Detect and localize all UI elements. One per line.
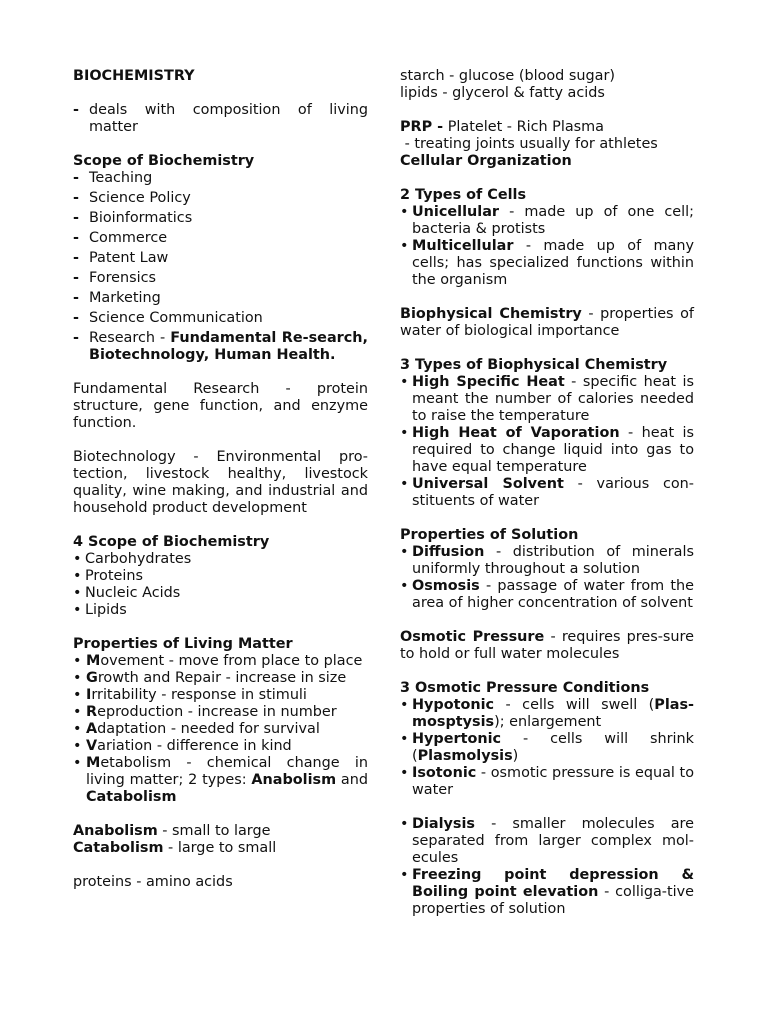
starch-line: starch - glucose (blood sugar) xyxy=(400,68,615,84)
solution-heading: Properties of Solution xyxy=(400,527,579,543)
biophysical-type-term: High Specific Heat xyxy=(412,374,565,390)
osmotic-pressure-desc: - requires pres-sure to hold or full water molecules xyxy=(400,629,694,662)
cell-type-item xyxy=(400,204,694,238)
osmotic-pressure-term: Osmotic Pressure xyxy=(400,629,545,645)
page-title: BIOCHEMISTRY xyxy=(73,68,195,84)
scope-item: - Marketing xyxy=(73,290,368,307)
dialysis-desc: - smaller molecules are separated from larger complex mol-ecules xyxy=(412,816,694,866)
cell-type-item xyxy=(400,238,694,289)
mnemonic-letter: R xyxy=(86,704,98,720)
solution-item xyxy=(400,578,694,612)
four-scope-item: • Nucleic Acids xyxy=(73,585,368,602)
research-prefix: Research - xyxy=(89,330,171,346)
anabolism-line xyxy=(73,823,368,840)
living-matter-text: ariation - difference in kind xyxy=(97,738,292,754)
fundamental-research-paragraph: Fundamental Research - protein structure, gene function, and enzyme function. xyxy=(73,381,368,431)
biophysical-type-term: High Heat of Vaporation xyxy=(412,425,620,441)
hypertonic-desc: - cells will shrink ( xyxy=(412,731,694,764)
biophysical-types-heading: 3 Types of Biophysical Chemistry xyxy=(400,357,668,373)
scope-item: - Science Communication xyxy=(73,310,368,327)
osmotic-pressure-paragraph xyxy=(400,629,694,663)
mnemonic-letter: M xyxy=(86,755,101,771)
prp-desc: Platelet - Rich Plasma xyxy=(443,119,605,135)
living-matter-text: rritability - response in stimuli xyxy=(91,687,307,703)
anabolism-desc: - small to large xyxy=(157,823,271,839)
hypotonic-term: Hypotonic xyxy=(412,697,495,713)
solution-desc: - passage of water from the area of higher concentration of solvent xyxy=(412,578,694,611)
biophysical-term: Biophysical Chemistry xyxy=(400,306,582,322)
plasmolysis-term: Plasmolysis xyxy=(417,748,513,764)
solution-item xyxy=(400,544,694,578)
anabolism-label: Anabolism xyxy=(73,823,158,839)
biophysical-desc: - properties of water of biological importance xyxy=(400,306,694,339)
catabolism-term: Catabolism xyxy=(86,789,177,805)
biophysical-type-item xyxy=(400,425,694,476)
left-column xyxy=(73,68,368,891)
four-scope-item: • Lipids xyxy=(73,602,368,619)
metabolism-text: etabolism - chemical change in living matter; 2 types: xyxy=(86,755,368,788)
mnemonic-letter: G xyxy=(86,670,98,686)
four-scope-item: • Proteins xyxy=(73,568,368,585)
osmotic-condition-item xyxy=(400,731,694,765)
prp-sub-line: - treating joints usually for athletes xyxy=(400,136,658,152)
cell-type-term: Multicellular xyxy=(412,238,514,254)
living-matter-item xyxy=(73,670,368,687)
cellular-organization-heading: Cellular Organization xyxy=(400,153,572,169)
hypertonic-term: Hypertonic xyxy=(412,731,502,747)
isotonic-desc: - osmotic pressure is equal to water xyxy=(412,765,694,798)
living-matter-text: daptation - needed for survival xyxy=(97,721,320,737)
living-matter-text: eproduction - increase in number xyxy=(97,704,337,720)
biophysical-type-term: Universal Solvent xyxy=(412,476,564,492)
lipids-line: lipids - glycerol & fatty acids xyxy=(400,85,605,101)
mnemonic-letter: I xyxy=(86,687,92,703)
solution-desc: - distribution of minerals uniformly throughout a solution xyxy=(412,544,694,577)
hypertonic-desc-end: ) xyxy=(512,748,519,764)
biophysical-type-desc: - various con-stituents of water xyxy=(412,476,694,509)
proteins-line: proteins - amino acids xyxy=(73,874,233,890)
living-matter-item xyxy=(73,687,368,704)
and-text: and xyxy=(336,772,368,788)
scope-item: - Commerce xyxy=(73,230,368,247)
cell-type-desc: - made up of one cell; bacteria & protists xyxy=(412,204,694,237)
anabolism-term: Anabolism xyxy=(251,772,337,788)
freezing-point-term: Freezing point depression & Boiling point elevation xyxy=(412,867,694,900)
catabolism-label: Catabolism xyxy=(73,840,164,856)
plasmoptysis-term: Plas-mosptysis xyxy=(412,697,694,730)
solution-term: Diffusion xyxy=(412,544,485,560)
catabolism-line xyxy=(73,840,368,857)
biophysical-type-desc: - specific heat is meant the number of calories needed to raise the temperature xyxy=(412,374,694,424)
intro-line: - deals with composition of living matter xyxy=(73,102,368,136)
scope-item: - Forensics xyxy=(73,270,368,287)
scope-item: - Bioinformatics xyxy=(73,210,368,227)
biotechnology-paragraph: Biotechnology - Environmental pro-tection, livestock healthy, livestock quality, wine making, and industrial and household product development xyxy=(73,449,368,516)
living-matter-text: ovement - move from place to place xyxy=(100,653,363,669)
mnemonic-letter: M xyxy=(86,653,101,669)
right-column xyxy=(400,68,694,918)
dialysis-item xyxy=(400,816,694,867)
osmotic-condition-item xyxy=(400,765,694,799)
catabolism-desc: - large to small xyxy=(163,840,277,856)
living-matter-item xyxy=(73,721,368,738)
dialysis-term: Dialysis xyxy=(412,816,475,832)
hypotonic-desc-end: ); enlargement xyxy=(494,714,602,730)
scope-item: - Teaching xyxy=(73,170,368,187)
mnemonic-letter: A xyxy=(86,721,98,737)
scope-heading: Scope of Biochemistry xyxy=(73,153,255,169)
biophysical-type-item xyxy=(400,476,694,510)
isotonic-term: Isotonic xyxy=(412,765,477,781)
osmotic-conditions-heading: 3 Osmotic Pressure Conditions xyxy=(400,680,650,696)
prp-line xyxy=(400,119,694,136)
cell-type-term: Unicellular xyxy=(412,204,500,220)
prp-term: PRP - xyxy=(400,119,444,135)
scope-item: - Science Policy xyxy=(73,190,368,207)
four-scope-heading: 4 Scope of Biochemistry xyxy=(73,534,270,550)
research-areas: Fundamental Re-search, Biotechnology, Human Health. xyxy=(89,330,368,363)
living-matter-item xyxy=(73,738,368,755)
living-matter-item-metabolism xyxy=(73,755,368,806)
living-matter-item xyxy=(73,704,368,721)
biophysical-type-desc: - heat is required to change liquid into gas to have equal temperature xyxy=(412,425,694,475)
scope-item-research xyxy=(73,330,368,364)
four-scope-item: • Carbohydrates xyxy=(73,551,368,568)
living-matter-item xyxy=(73,653,368,670)
freezing-point-item xyxy=(400,867,694,918)
osmotic-condition-item xyxy=(400,697,694,731)
biophysical-chemistry-paragraph xyxy=(400,306,694,340)
cell-types-heading: 2 Types of Cells xyxy=(400,187,527,203)
living-matter-heading: Properties of Living Matter xyxy=(73,636,293,652)
scope-item: - Patent Law xyxy=(73,250,368,267)
solution-term: Osmosis xyxy=(412,578,480,594)
living-matter-text: rowth and Repair - increase in size xyxy=(97,670,347,686)
mnemonic-letter: V xyxy=(86,738,98,754)
cell-type-desc: - made up of many cells; has specialized functions within the organism xyxy=(412,238,694,288)
biophysical-type-item xyxy=(400,374,694,425)
hypotonic-desc: - cells will swell ( xyxy=(494,697,655,713)
freezing-point-desc: - colliga-tive properties of solution xyxy=(412,884,694,917)
